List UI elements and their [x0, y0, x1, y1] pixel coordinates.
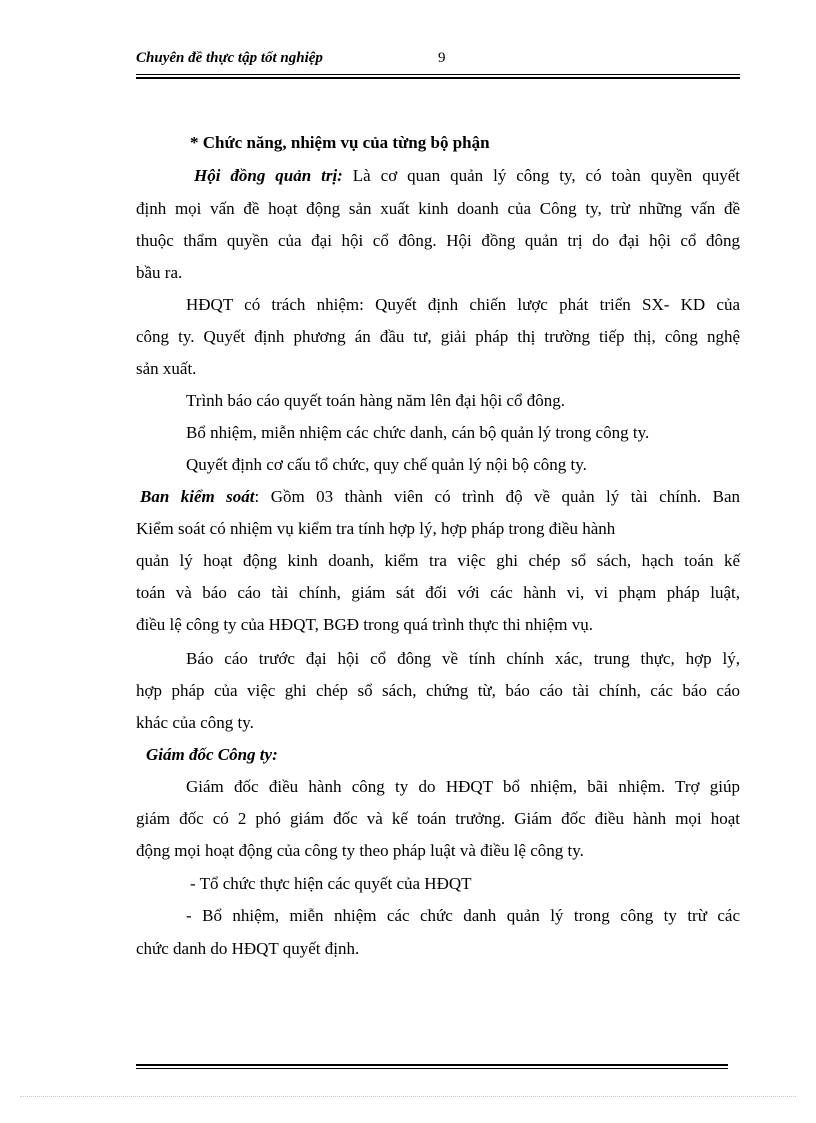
board-label: Hội đồng quản trị: [194, 166, 343, 185]
board-item-2: Bổ nhiệm, miễn nhiệm các chức danh, cán bộ quản lý trong công ty. [186, 423, 650, 442]
director-paragraph-line-2: giám đốc có 2 phó giám đốc và kế toán trưởng. Giám đốc điều hành mọi hoạt [136, 809, 740, 828]
supervisory-paragraph-line-1: Ban kiểm soát: Gồm 03 thành viên có trình độ về quản lý tài chính. Ban [140, 487, 741, 506]
page-header [136, 48, 740, 70]
supervisory-report-line-2: hợp pháp của việc ghi chép sổ sách, chứng từ, báo cáo tài chính, các báo cáo [136, 681, 740, 700]
supervisory-paragraph-line-5: điều lệ công ty của HĐQT, BGĐ trong quá trình thực thi nhiệm vụ. [136, 615, 593, 634]
supervisory-paragraph-line-2: Kiểm soát có nhiệm vụ kiểm tra tính hợp lý, hợp pháp trong điều hành [136, 519, 616, 538]
footer-rule [136, 1064, 728, 1069]
board-resp-line-1: HĐQT có trách nhiệm: Quyết định chiến lược phát triển SX- KD của [186, 295, 740, 314]
board-paragraph-line-1: Hội đồng quản trị: Là cơ quan quản lý công ty, có toàn quyền quyết [194, 166, 740, 185]
supervisory-paragraph-line-4: toán và báo cáo tài chính, giám sát đối với các hành vi, vi phạm pháp luật, [136, 583, 740, 602]
supervisory-label: Ban kiểm soát [140, 487, 255, 506]
board-paragraph-line-4: bầu ra. [136, 263, 183, 282]
board-item-3: Quyết định cơ cấu tổ chức, quy chế quản lý nội bộ công ty. [186, 455, 587, 474]
board-resp-line-3: sản xuất. [136, 359, 197, 378]
supervisory-paragraph-line-3: quản lý hoạt động kinh doanh, kiểm tra việc ghi chép sổ sách, hạch toán kế [136, 551, 740, 570]
director-task-2-line-2: chức danh do HĐQT quyết định. [136, 939, 360, 958]
board-item-1: Trình báo cáo quyết toán hàng năm lên đại hội cổ đông. [186, 391, 565, 410]
section-heading: * Chức năng, nhiệm vụ của từng bộ phận [190, 133, 490, 152]
director-task-2-line-1: - Bổ nhiệm, miễn nhiệm các chức danh quản lý trong công ty trừ các [186, 906, 740, 925]
board-paragraph-line-2: định mọi vấn đề hoạt động sản xuất kinh doanh của Công ty, trừ những vấn đề [136, 199, 740, 218]
director-label: Giám đốc Công ty: [146, 745, 278, 764]
director-task-1: - Tổ chức thực hiện các quyết của HĐQT [190, 874, 472, 893]
director-paragraph-line-3: động mọi hoạt động của công ty theo pháp luật và điều lệ công ty. [136, 841, 584, 860]
board-paragraph-line-3: thuộc thẩm quyền của đại hội cổ đông. Hội đồng quản trị do đại hội cổ đông [136, 231, 740, 250]
header-rule [136, 74, 740, 79]
supervisory-report-line-3: khác của công ty. [136, 713, 254, 732]
supervisory-report-line-1: Báo cáo trước đại hội cổ đông về tính chính xác, trung thực, hợp lý, [186, 649, 740, 668]
board-resp-line-2: công ty. Quyết định phương án đầu tư, giải pháp thị trường tiếp thị, công nghệ [136, 327, 740, 346]
page-edge-dots [20, 1096, 796, 1097]
header-title: Chuyên đề thực tập tốt nghiệp [136, 50, 323, 66]
director-paragraph-line-1: Giám đốc điều hành công ty do HĐQT bổ nhiệm, bãi nhiệm. Trợ giúp [186, 777, 740, 796]
page-number: 9 [438, 50, 446, 66]
